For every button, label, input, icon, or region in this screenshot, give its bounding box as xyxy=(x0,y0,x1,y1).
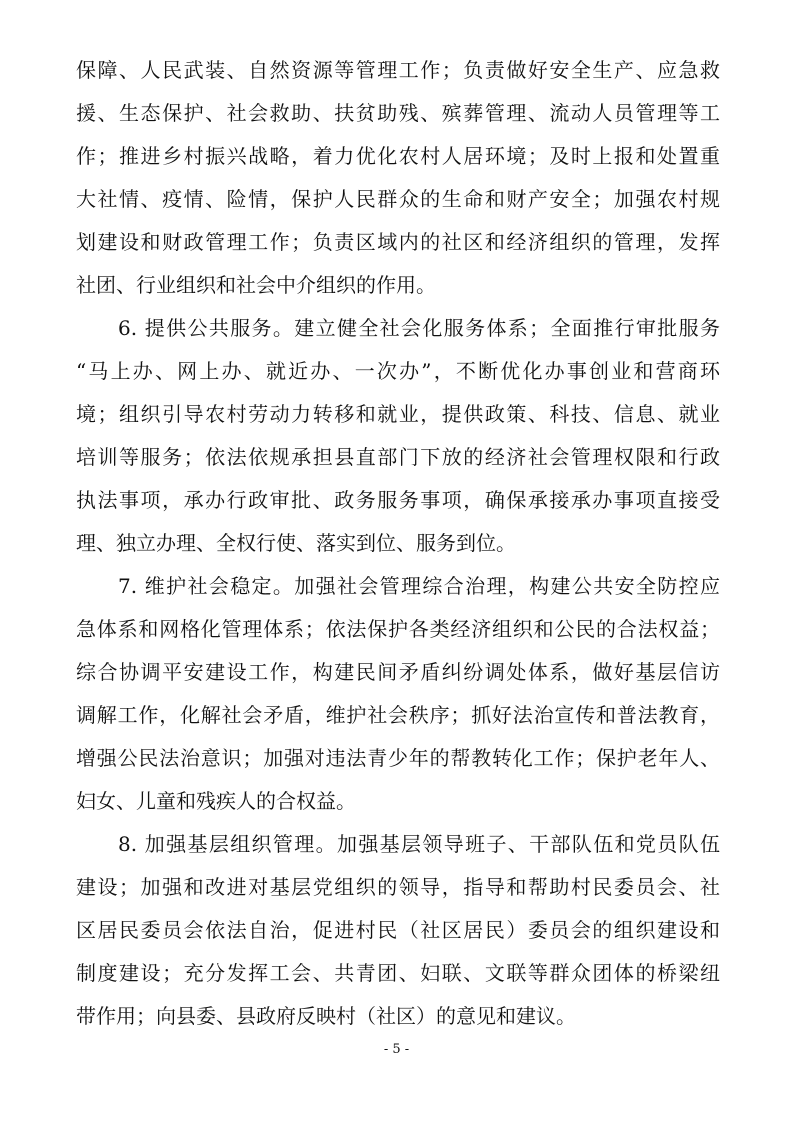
text-line: 综合协调平安建设工作，构建民间矛盾纠纷调处体系，做好基层信访 xyxy=(76,660,720,684)
text-line: 区居民委员会依法自治，促进村民（社区居民）委员会的组织建设和 xyxy=(76,918,720,942)
text-line: 保障、人民武装、自然资源等管理工作；负责做好安全生产、应急救 xyxy=(76,58,720,82)
text-line: 大社情、疫情、险情，保护人民群众的生命和财产安全；加强农村规 xyxy=(76,187,720,211)
text-line: 作；推进乡村振兴战略，着力优化农村人居环境；及时上报和处置重 xyxy=(76,144,720,168)
text-line: 7. 维护社会稳定。加强社会管理综合治理，构建公共安全防控应 xyxy=(118,574,720,598)
paragraph-6-public-services xyxy=(76,307,720,565)
paragraph-8-grassroots-organization xyxy=(76,823,720,1038)
text-line: 理、独立办理、全权行使、落实到位、服务到位。 xyxy=(76,531,516,555)
body-text xyxy=(76,49,720,1038)
text-line: 建设；加强和改进对基层党组织的领导，指导和帮助村民委员会、社 xyxy=(76,875,720,899)
paragraph-7-social-stability xyxy=(76,565,720,823)
text-line: 带作用；向县委、县政府反映村（社区）的意见和建议。 xyxy=(76,1004,576,1028)
text-line: 划建设和财政管理工作；负责区域内的社区和经济组织的管理，发挥 xyxy=(76,230,720,254)
paragraph-continuation xyxy=(76,49,720,307)
text-line: 制度建设；充分发挥工会、共青团、妇联、文联等群众团体的桥梁纽 xyxy=(76,961,720,985)
text-line: 增强公民法治意识；加强对违法青少年的帮教转化工作；保护老年人、 xyxy=(76,746,720,770)
text-line: 8. 加强基层组织管理。加强基层领导班子、干部队伍和党员队伍 xyxy=(118,832,720,856)
text-line: “马上办、网上办、就近办、一次办”，不断优化办事创业和营商环 xyxy=(76,359,720,383)
text-line: 社团、行业组织和社会中介组织的作用。 xyxy=(76,273,436,297)
text-line: 6. 提供公共服务。建立健全社会化服务体系；全面推行审批服务 xyxy=(118,316,720,340)
text-line: 调解工作，化解社会矛盾，维护社会秩序；抓好法治宣传和普法教育， xyxy=(76,703,720,727)
text-line: 境；组织引导农村劳动力转移和就业，提供政策、科技、信息、就业 xyxy=(76,402,720,426)
text-line: 援、生态保护、社会救助、扶贫助残、殡葬管理、流动人员管理等工 xyxy=(76,101,720,125)
text-line: 急体系和网格化管理体系；依法保护各类经济组织和公民的合法权益； xyxy=(76,617,720,641)
page-number: - 5 - xyxy=(383,1042,410,1057)
text-line: 培训等服务；依法依规承担县直部门下放的经济社会管理权限和行政 xyxy=(76,445,720,469)
text-line: 妇女、儿童和残疾人的合权益。 xyxy=(76,789,356,813)
text-line: 执法事项，承办行政审批、政务服务事项，确保承接承办事项直接受 xyxy=(76,488,720,512)
